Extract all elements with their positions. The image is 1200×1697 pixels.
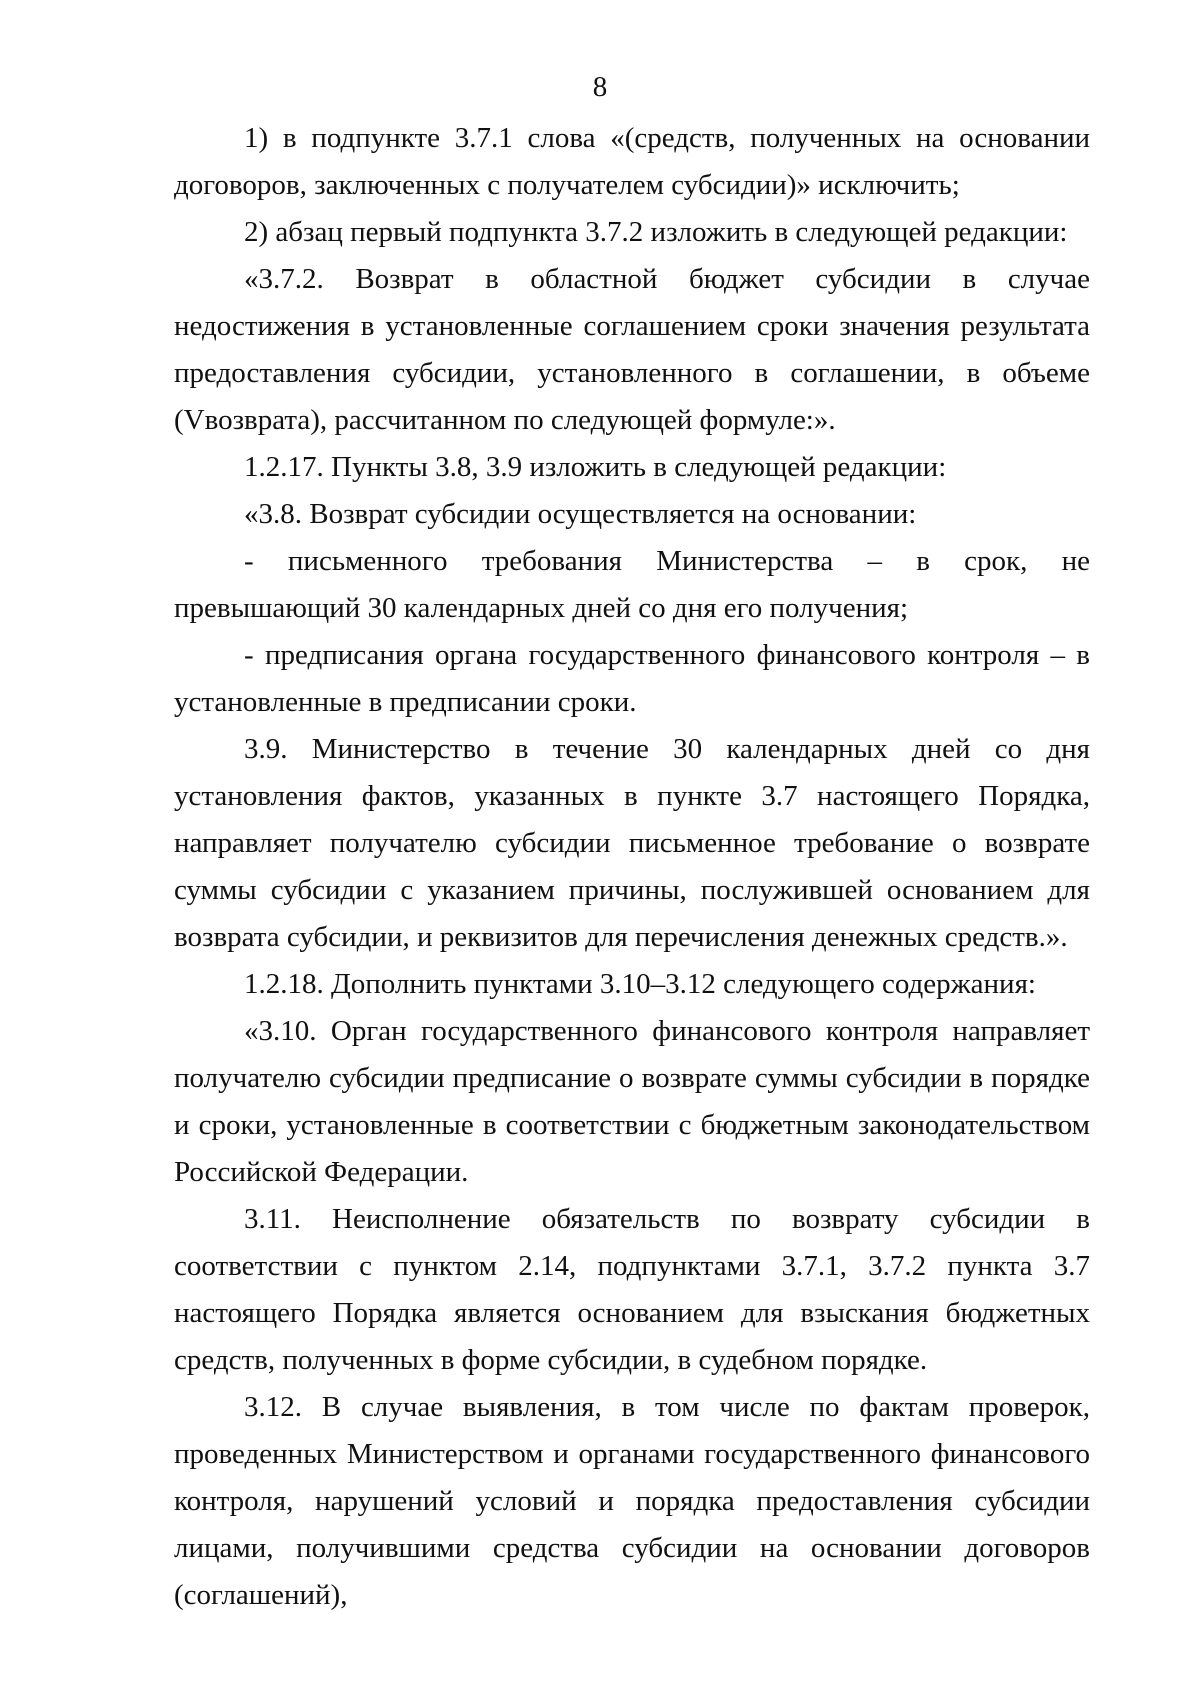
paragraph-3-8-item-1: - письменного требования Министерства – в срок, не превышающий 30 календарных дней со дня его получения; xyxy=(174,545,1090,624)
paragraph-3-8: «3.8. Возврат субсидии осуществляется на основании: xyxy=(244,498,917,530)
paragraph-subpoint-1: 1) в подпункте 3.7.1 слова «(средств, полученных на основании договоров, заключенных с получателем субсидии)» исключить; xyxy=(174,122,1090,201)
paragraph-3-9: 3.9. Министерство в течение 30 календарных дней со дня установления фактов, указанных в пункте 3.7 настоящего Порядка, направляет получателю субсидии письменное требование о возврате суммы субсидии с указанием причины, послужившей основанием для возврата субсидии, и реквизитов для перечисления денежных средств.». xyxy=(174,733,1090,953)
paragraph-3-10: «3.10. Орган государственного финансового контроля направляет получателю субсидии предписание о возврате суммы субсидии в порядке и сроки, установленные в соответствии с бюджетным законодательством Российской Федерации. xyxy=(174,1015,1090,1188)
paragraph-1-2-17: 1.2.17. Пункты 3.8, 3.9 изложить в следующей редакции: xyxy=(244,451,947,483)
paragraph-3-7-2: «3.7.2. Возврат в областной бюджет субсидии в случае недостижения в установленные соглашением сроки значения результата предоставления субсидии, установленного в соглашении, в объеме (Vвозврата), рассчитанном по следующей формуле:». xyxy=(174,263,1090,436)
paragraph-subpoint-2: 2) абзац первый подпункта 3.7.2 изложить в следующей редакции: xyxy=(244,216,1068,248)
page-number: 8 xyxy=(592,71,608,103)
paragraph-3-12: 3.12. В случае выявления, в том числе по фактам проверок, проведенных Министерством и органами государственного финансового контроля, нарушений условий и порядка предоставления субсидии лицами, получившими средства субсидии на основании договоров (соглашений), xyxy=(174,1391,1090,1611)
paragraph-1-2-18: 1.2.18. Дополнить пунктами 3.10–3.12 следующего содержания: xyxy=(244,968,1036,1000)
paragraph-3-11: 3.11. Неисполнение обязательств по возврату субсидии в соответствии с пунктом 2.14, подпунктами 3.7.1, 3.7.2 пункта 3.7 настоящего Порядка является основанием для взыскания бюджетных средств, полученных в форме субсидии, в судебном порядке. xyxy=(174,1203,1090,1376)
document-body xyxy=(174,115,1090,1619)
paragraph-3-8-item-2: - предписания органа государственного финансового контроля – в установленные в предписании сроки. xyxy=(174,639,1090,718)
